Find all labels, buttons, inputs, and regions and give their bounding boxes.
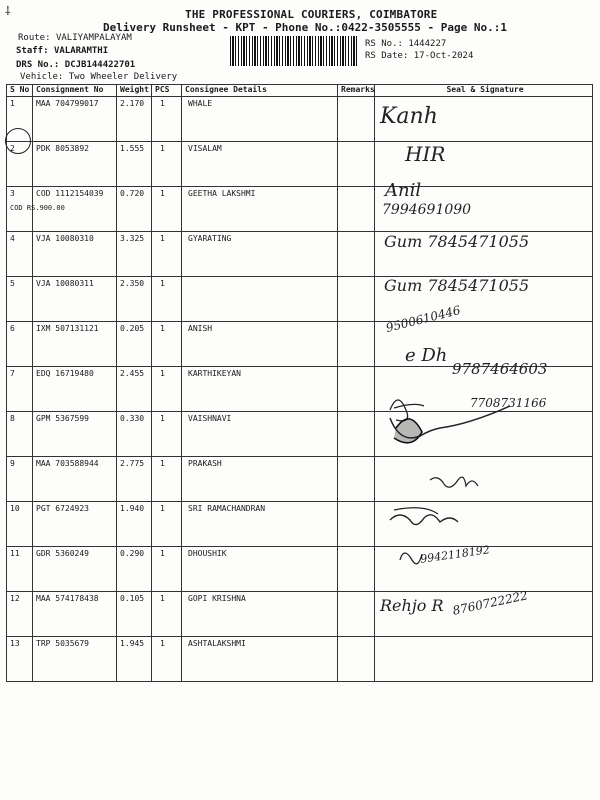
cell-remarks (338, 277, 375, 322)
cell-pcs: 1 (152, 142, 182, 187)
cell-remarks (338, 142, 375, 187)
cod-amount-note: COD RS.900.00 (10, 204, 65, 212)
cell-name: GYARATING (182, 232, 338, 277)
cell-remarks (338, 367, 375, 412)
cell-pcs: 1 (152, 187, 182, 232)
table-row (7, 142, 593, 187)
rs-number: RS No.: 1444227 (365, 39, 447, 49)
cell-remarks (338, 592, 375, 637)
cell-cons: VJA 10080310 (33, 232, 117, 277)
cell-remarks (338, 97, 375, 142)
cell-sno: 13 (7, 637, 33, 682)
cell-cons: TRP 5035679 (33, 637, 117, 682)
cell-sno: 9 (7, 457, 33, 502)
cell-pcs: 1 (152, 547, 182, 592)
cell-pcs: 1 (152, 322, 182, 367)
cell-remarks (338, 412, 375, 457)
company-title: THE PROFESSIONAL COURIERS, COIMBATORE (185, 8, 438, 21)
cell-weight: 0.290 (117, 547, 152, 592)
cell-sno: 11 (7, 547, 33, 592)
cell-pcs: 1 (152, 412, 182, 457)
cell-pcs: 1 (152, 232, 182, 277)
cell-sno: 3 (7, 187, 33, 232)
cell-cons: PDK 8053892 (33, 142, 117, 187)
drs-line: DRS No.: DCJB144422701 (16, 60, 136, 70)
signature-12: 9942118192 (419, 543, 491, 566)
cell-weight: 2.455 (117, 367, 152, 412)
table-header-row (7, 85, 593, 97)
cell-cons: MAA 574178438 (33, 592, 117, 637)
cell-pcs: 1 (152, 97, 182, 142)
cell-weight: 0.105 (117, 592, 152, 637)
col-weight: Weight (117, 85, 152, 97)
cell-weight: 2.350 (117, 277, 152, 322)
cell-remarks (338, 457, 375, 502)
cell-cons: GDR 5360249 (33, 547, 117, 592)
cell-name (182, 277, 338, 322)
cell-weight: 1.555 (117, 142, 152, 187)
cell-remarks (338, 187, 375, 232)
cell-remarks (338, 502, 375, 547)
cell-sno: 4 (7, 232, 33, 277)
cell-signature (375, 637, 593, 682)
signature-13-phone: 8760722222 (451, 588, 529, 618)
cell-name: SRI RAMACHANDRAN (182, 502, 338, 547)
cell-name: GOPI KRISHNA (182, 592, 338, 637)
cell-cons: MAA 703588944 (33, 457, 117, 502)
col-consignment: Consignment No (33, 85, 117, 97)
cell-weight: 2.170 (117, 97, 152, 142)
cell-name: VAISHNAVI (182, 412, 338, 457)
signature-2: HIR (405, 142, 446, 166)
cell-cons: IXM 507131121 (33, 322, 117, 367)
signature-1: Kanh (380, 104, 438, 129)
col-signature: Seal & Signature (375, 85, 593, 97)
cell-cons: MAA 704799017 (33, 97, 117, 142)
cell-weight: 0.330 (117, 412, 152, 457)
cell-sno: 10 (7, 502, 33, 547)
signature-7-phone: 9787464603 (452, 360, 548, 378)
cell-sno: 6 (7, 322, 33, 367)
cell-name: KARTHIKEYAN (182, 367, 338, 412)
cell-weight: 1.940 (117, 502, 152, 547)
cell-cons: EDQ 16719480 (33, 367, 117, 412)
cell-weight: 0.720 (117, 187, 152, 232)
signature-3: Anil (385, 180, 422, 201)
cell-remarks (338, 637, 375, 682)
col-consignee: Consignee Details (182, 85, 338, 97)
table-row (7, 637, 593, 682)
cell-name: WHALE (182, 97, 338, 142)
cell-weight: 0.205 (117, 322, 152, 367)
cell-weight: 2.775 (117, 457, 152, 502)
cell-weight: 3.325 (117, 232, 152, 277)
cell-name: VISALAM (182, 142, 338, 187)
cell-cons: GPM 5367599 (33, 412, 117, 457)
cell-pcs: 1 (152, 277, 182, 322)
cell-remarks (338, 547, 375, 592)
cell-pcs: 1 (152, 592, 182, 637)
cell-sno: 12 (7, 592, 33, 637)
cell-name: GEETHA LAKSHMI (182, 187, 338, 232)
rs-date: RS Date: 17-Oct-2024 (365, 51, 474, 61)
scribble-signatures (370, 380, 590, 640)
cell-sno: 8 (7, 412, 33, 457)
cell-sno: 2 (7, 142, 33, 187)
cell-remarks (338, 232, 375, 277)
staff-line: Staff: VALARAMTHI (16, 46, 109, 56)
cell-cons: COD 1112154039 (33, 187, 117, 232)
signature-6: 9500610446 (384, 302, 462, 336)
cell-pcs: 1 (152, 457, 182, 502)
signature-4: Gum 7845471055 (384, 232, 530, 251)
cell-remarks (338, 322, 375, 367)
cell-name: DHOUSHIK (182, 547, 338, 592)
barcode-image (230, 36, 358, 66)
route-line: Route: VALIYAMPALAYAM (18, 33, 132, 43)
cell-pcs: 1 (152, 367, 182, 412)
cell-name: ANISH (182, 322, 338, 367)
table-row (7, 97, 593, 142)
signature-5: Gum 7845471055 (384, 276, 530, 295)
pen-mark: ⸸ (5, 4, 11, 18)
cell-sno: 7 (7, 367, 33, 412)
signature-3-phone: 7994691090 (382, 202, 472, 218)
cell-cons: VJA 10080311 (33, 277, 117, 322)
cell-cons: PGT 6724923 (33, 502, 117, 547)
cell-sno: 1 (7, 97, 33, 142)
table-row (7, 187, 593, 232)
signature-13: Rehjo R (380, 596, 444, 615)
runsheet-subtitle: Delivery Runsheet - KPT - Phone No.:0422-3505555 - Page No.:1 (103, 21, 507, 34)
cell-weight: 1.945 (117, 637, 152, 682)
cell-sno: 5 (7, 277, 33, 322)
signature-7: e Dh (405, 345, 448, 366)
vehicle-line: Vehicle: Two Wheeler Delivery (20, 72, 178, 82)
col-pcs: PCS (152, 85, 182, 97)
cell-name: PRAKASH (182, 457, 338, 502)
cell-pcs: 1 (152, 637, 182, 682)
cell-pcs: 1 (152, 502, 182, 547)
pen-circle-mark (5, 128, 31, 154)
cell-name: ASHTALAKSHMI (182, 637, 338, 682)
col-sno: S No (7, 85, 33, 97)
signature-8: 7708731166 (470, 396, 547, 410)
col-remarks: Remarks (338, 85, 375, 97)
